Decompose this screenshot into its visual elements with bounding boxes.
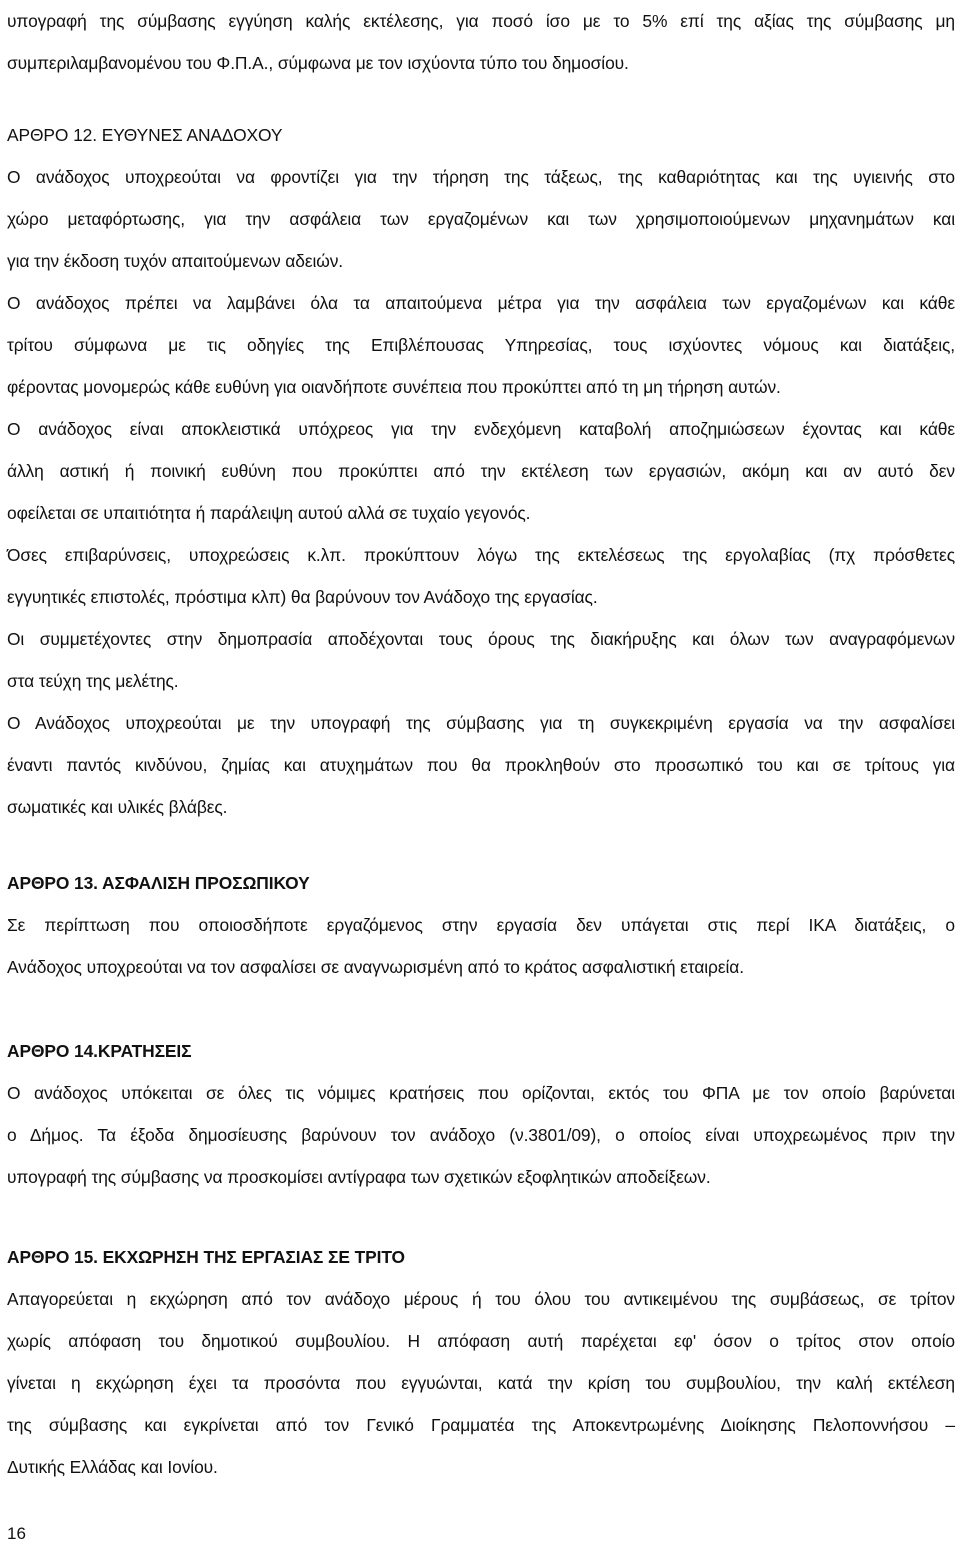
- text-line: Οι συμμετέχοντες στην δημοπρασία αποδέχονται τους όρους της διακήρυξης και όλων των αναγραφόμενων: [7, 629, 955, 649]
- article-number: ΑΡΘΡΟ 15.: [7, 1247, 103, 1267]
- article-title: ΕΥΘΥΝΕΣ ΑΝΑΔΟΧΟΥ: [101, 125, 283, 145]
- text-line: εγγυητικές επιστολές, πρόστιμα κλπ) θα βαρύνουν τον Ανάδοχο της εργασίας.: [7, 587, 598, 607]
- article-13: [7, 862, 955, 988]
- article-title: ΚΡΑΤΗΣΕΙΣ: [97, 1041, 192, 1061]
- text-line: στα τεύχη της μελέτης.: [7, 671, 179, 691]
- text-line: άλλη αστική ή ποινική ευθύνη που προκύπτει από την εκτέλεση των εργασιών, ακόμη και αν αυτό δεν: [7, 461, 955, 481]
- text-line: Ο ανάδοχος είναι αποκλειστικά υπόχρεος για την ενδεχόμενη καταβολή αποζημιώσεων έχοντας και κάθε: [7, 419, 955, 439]
- article-13-title: [7, 862, 955, 904]
- text-line: υπογραφή της σύμβασης εγγύηση καλής εκτέλεσης, για ποσό ίσο με το 5% επί της αξίας της σύμβασης μη: [7, 11, 955, 31]
- article-title: ΕΚΧΩΡΗΣΗ ΤΗΣ ΕΡΓΑΣΙΑΣ ΣΕ ΤΡΙΤΟ: [102, 1247, 405, 1267]
- article-number: ΑΡΘΡΟ 13.: [7, 873, 103, 893]
- page-number: 16: [7, 1524, 26, 1543]
- text-line: Σε περίπτωση που οποιοσδήποτε εργαζόμενος στην εργασία δεν υπάγεται στις περί ΙΚΑ διατάξεις, ο: [7, 915, 955, 935]
- text-line: της σύμβασης και εγκρίνεται από τον Γενικό Γραμματέα της Αποκεντρωμένης Διοίκησης Πελοποννήσου –: [7, 1415, 955, 1435]
- article-12: [7, 114, 955, 828]
- text-line: έναντι παντός κινδύνου, ζημίας και ατυχημάτων που θα προκληθούν στο προσωπικό του και σε τρίτους για: [7, 755, 955, 775]
- article-15: [7, 1236, 955, 1488]
- article-15-title: [7, 1236, 955, 1278]
- article-14: [7, 1030, 955, 1198]
- text-line: ο Δήμος. Τα έξοδα δημοσίευσης βαρύνουν τον ανάδοχο (ν.3801/09), ο οποίος είναι υποχρεωμένος πριν την: [7, 1125, 955, 1145]
- text-line: Όσες επιβαρύνσεις, υποχρεώσεις κ.λπ. προκύπτουν λόγω της εκτελέσεως της εργολαβίας (πχ πρόσθετες: [7, 545, 955, 565]
- text-line: για την έκδοση τυχόν απαιτούμενων αδειών.: [7, 251, 344, 271]
- text-line: οφείλεται σε υπαιτιότητα ή παράλειψη αυτού αλλά σε τυχαίο γεγονός.: [7, 503, 531, 523]
- text-line: Απαγορεύεται η εκχώρηση από τον ανάδοχο μέρους ή του όλου του αντικειμένου της συμβάσεως, σε τρίτον: [7, 1289, 955, 1309]
- text-line: Ο Ανάδοχος υποχρεούται με την υπογραφή της σύμβασης για τη συγκεκριμένη εργασία να την ασφαλίσει: [7, 713, 955, 733]
- text-line: Ο ανάδοχος υπόκειται σε όλες τις νόμιμες κρατήσεις που ορίζονται, εκτός του ΦΠΑ με τον οποίο βαρύνεται: [7, 1083, 955, 1103]
- text-line: σωματικές και υλικές βλάβες.: [7, 797, 228, 817]
- text-line: υπογραφή της σύμβασης να προσκομίσει αντίγραφα των σχετικών εξοφλητικών αποδείξεων.: [7, 1167, 711, 1187]
- article-number: ΑΡΘΡΟ 14.: [7, 1041, 98, 1061]
- intro-paragraph: [7, 0, 955, 84]
- text-line: γίνεται η εκχώρηση έχει τα προσόντα που εγγυώνται, κατά την κρίση του συμβουλίου, την καλή εκτέλεση: [7, 1373, 955, 1393]
- text-line: Δυτικής Ελλάδας και Ιονίου.: [7, 1457, 218, 1477]
- text-line: χωρίς απόφαση του δημοτικού συμβουλίου. Η απόφαση αυτή παρέχεται εφ' όσον ο τρίτος στον οποίο: [7, 1331, 955, 1351]
- text-line: φέροντας μονομερώς κάθε ευθύνη για οιανδήποτε συνέπεια που προκύπτει από τη μη τήρηση αυτών.: [7, 377, 781, 397]
- article-title: ΑΣΦΑΛΙΣΗ ΠΡΟΣΩΠΙΚΟΥ: [102, 873, 310, 893]
- text-line: Ο ανάδοχος πρέπει να λαμβάνει όλα τα απαιτούμενα μέτρα για την ασφάλεια των εργαζομένων και κάθε: [7, 293, 955, 313]
- text-line: τρίτου σύμφωνα με τις οδηγίες της Επιβλέπουσας Υπηρεσίας, τους ισχύοντες νόμους και διατάξεις,: [7, 335, 955, 355]
- article-14-title: [7, 1030, 955, 1072]
- article-number: ΑΡΘΡΟ 12.: [7, 125, 102, 145]
- text-line: χώρο μεταφόρτωσης, για την ασφάλεια των εργαζομένων και των χρησιμοποιούμενων μηχανημάτων και: [7, 209, 955, 229]
- text-line: Ο ανάδοχος υποχρεούται να φροντίζει για την τήρηση της τάξεως, της καθαριότητας και της υγιεινής στο: [7, 167, 955, 187]
- text-line: συμπεριλαμβανομένου του Φ.Π.Α., σύμφωνα με τον ισχύοντα τύπο του δημοσίου.: [7, 53, 629, 73]
- article-12-title: [7, 114, 955, 156]
- text-line: Ανάδοχος υποχρεούται να τον ασφαλίσει σε αναγνωρισμένη από το κράτος ασφαλιστική εταιρεία.: [7, 957, 744, 977]
